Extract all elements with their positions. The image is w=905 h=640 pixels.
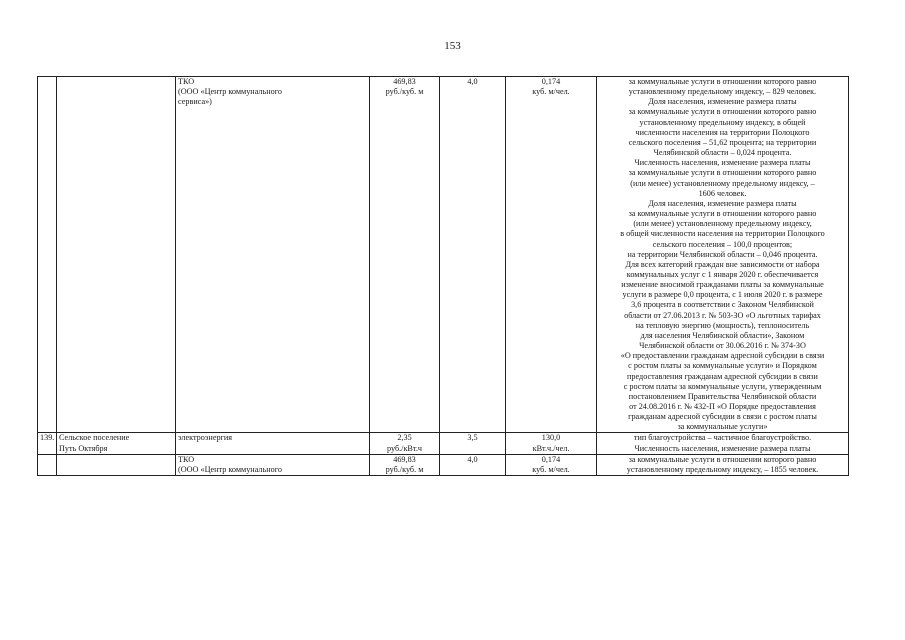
service-cell bbox=[176, 454, 370, 475]
tariff-cell bbox=[370, 454, 440, 475]
description-cell-line: за коммунальные услуги в отношении которого равно bbox=[628, 168, 817, 178]
service-cell-line: (ООО «Центр коммунального bbox=[178, 464, 282, 474]
norm-cell-line: 130,0 bbox=[541, 433, 561, 443]
description-cell-line: услуги в размере 0,0 процента, с 1 июля 2020 г. в размере bbox=[622, 290, 823, 300]
description-cell-line: Челябинской области – 0,024 процента. bbox=[653, 148, 792, 158]
service-cell bbox=[176, 77, 370, 433]
norm-cell bbox=[506, 433, 597, 454]
description-cell-line: 1606 человек. bbox=[698, 188, 747, 198]
description-cell-line: «О предоставлении гражданам адресной субсидии в связи bbox=[620, 351, 825, 361]
table-body bbox=[38, 77, 849, 476]
description-cell bbox=[597, 433, 849, 454]
service-cell-line: электроэнергия bbox=[178, 433, 233, 443]
tariff-table bbox=[37, 76, 849, 476]
tariff-cell-line: руб./кВт.ч bbox=[386, 443, 423, 453]
description-cell-line: 3,6 процента в соответствии с Законом Челябинской bbox=[631, 300, 814, 310]
description-cell-line: на тепловую энергию (мощность), теплоноситель bbox=[635, 320, 810, 330]
description-cell-line: Доля населения, изменение размера платы bbox=[648, 97, 797, 107]
description-cell-line: гражданам адресной субсидии в связи с ростом платы bbox=[628, 412, 817, 422]
increase-cell: 4,0 bbox=[440, 77, 506, 433]
description-cell-line: (или менее) установленному предельному индексу, – bbox=[630, 178, 815, 188]
description-cell bbox=[597, 77, 849, 433]
table-row bbox=[38, 433, 849, 454]
description-cell-line: за коммунальные услуги в отношении которого равно bbox=[628, 107, 817, 117]
service-cell-line: сервиса») bbox=[178, 97, 212, 107]
description-cell-line: численности населения на территории Полоцкого bbox=[635, 127, 810, 137]
description-cell bbox=[597, 454, 849, 475]
description-cell-line: Челябинской области от 30.06.2016 г. № 374-ЗО bbox=[639, 341, 806, 351]
norm-cell-line: куб. м/чел. bbox=[532, 87, 570, 97]
tariff-cell bbox=[370, 77, 440, 433]
increase-cell: 3,5 bbox=[440, 433, 506, 454]
page-number: 153 bbox=[444, 40, 461, 52]
row-number-cell: 139. bbox=[38, 433, 57, 454]
tariff-cell-line: 469,83 bbox=[393, 454, 416, 464]
description-cell-line: в общей численности населения на территории Полоцкого bbox=[620, 229, 825, 239]
norm-cell-line: куб. м/чел. bbox=[532, 464, 570, 474]
description-cell-line: для населения Челябинской области», Законом bbox=[640, 330, 805, 340]
norm-cell-line: кВт.ч./чел. bbox=[532, 443, 570, 453]
description-cell-line: Доля населения, изменение размера платы bbox=[648, 198, 797, 208]
norm-cell-line: 0,174 bbox=[541, 77, 561, 86]
table-row bbox=[38, 454, 849, 475]
service-cell-line: ТКО bbox=[178, 454, 195, 464]
tariff-cell-line: 2,35 bbox=[397, 433, 412, 443]
description-cell-line: изменение вносимой гражданами платы за коммунальные bbox=[621, 280, 824, 290]
description-cell-line: Для всех категорий граждан вне зависимости от набора bbox=[625, 259, 820, 269]
description-cell-line: за коммунальные услуги в отношении которого равно bbox=[628, 209, 817, 219]
description-cell-line: коммунальных услуг с 1 января 2020 г. обеспечивается bbox=[626, 269, 819, 279]
settlement-cell-line: Сельское поселение bbox=[59, 433, 130, 443]
service-cell-line: (ООО «Центр коммунального bbox=[178, 87, 282, 97]
service-cell-line: ТКО bbox=[178, 77, 195, 86]
description-cell-line: за коммунальные услуги» bbox=[677, 422, 768, 432]
description-cell-line: установленному предельному индексу, – 829 человек. bbox=[628, 87, 817, 97]
norm-cell bbox=[506, 77, 597, 433]
tariff-cell-line: руб./куб. м bbox=[385, 464, 424, 474]
description-cell-line: постановлением Правительства Челябинской области bbox=[628, 391, 817, 401]
description-cell-line: Численность населения, изменение размера платы bbox=[634, 443, 811, 453]
tariff-cell-line: руб./куб. м bbox=[385, 87, 424, 97]
description-cell-line: с ростом платы за коммунальные услуги» и Порядком bbox=[628, 361, 817, 371]
description-cell-line: установленному предельному индексу, в общей bbox=[639, 117, 806, 127]
settlement-cell bbox=[57, 433, 176, 454]
description-cell-line: на территории Челябинской области – 0,046 процента. bbox=[627, 249, 818, 259]
description-cell-line: от 24.08.2016 г. № 432-П «О Порядке предоставления bbox=[629, 402, 816, 411]
description-cell-line: (или менее) установленному предельному индексу, bbox=[633, 219, 812, 229]
description-cell-line: за коммунальные услуги в отношении которого равно bbox=[628, 454, 817, 464]
description-cell-line: сельского поселения – 100,0 процентов; bbox=[652, 239, 793, 249]
settlement-cell bbox=[57, 77, 176, 433]
tariff-cell-line: 469,83 bbox=[393, 77, 416, 86]
settlement-cell bbox=[57, 454, 176, 475]
row-number-cell bbox=[38, 77, 57, 433]
service-cell bbox=[176, 433, 370, 454]
settlement-cell-line: Путь Октября bbox=[59, 443, 108, 453]
norm-cell bbox=[506, 454, 597, 475]
table-row bbox=[38, 77, 849, 433]
increase-cell: 4,0 bbox=[440, 454, 506, 475]
description-cell-line: установленному предельному индексу, – 1855 человек. bbox=[626, 464, 819, 474]
description-cell-line: с ростом платы за коммунальные услуги, утвержденным bbox=[623, 381, 822, 391]
norm-cell-line: 0,174 bbox=[541, 454, 561, 464]
description-cell-line: тип благоустройства – частичное благоустройство. bbox=[633, 433, 812, 443]
row-number-cell bbox=[38, 454, 57, 475]
description-cell-line: предоставления гражданам адресной субсидии в связи bbox=[627, 371, 818, 381]
tariff-cell bbox=[370, 433, 440, 454]
description-cell-line: Численность населения, изменение размера платы bbox=[634, 158, 811, 168]
description-cell-line: за коммунальные услуги в отношении которого равно bbox=[628, 77, 817, 86]
description-cell-line: области от 27.06.2013 г. № 503-ЗО «О льготных тарифах bbox=[624, 310, 821, 320]
description-cell-line: сельского поселения – 51,62 процента; на территории bbox=[628, 137, 817, 147]
